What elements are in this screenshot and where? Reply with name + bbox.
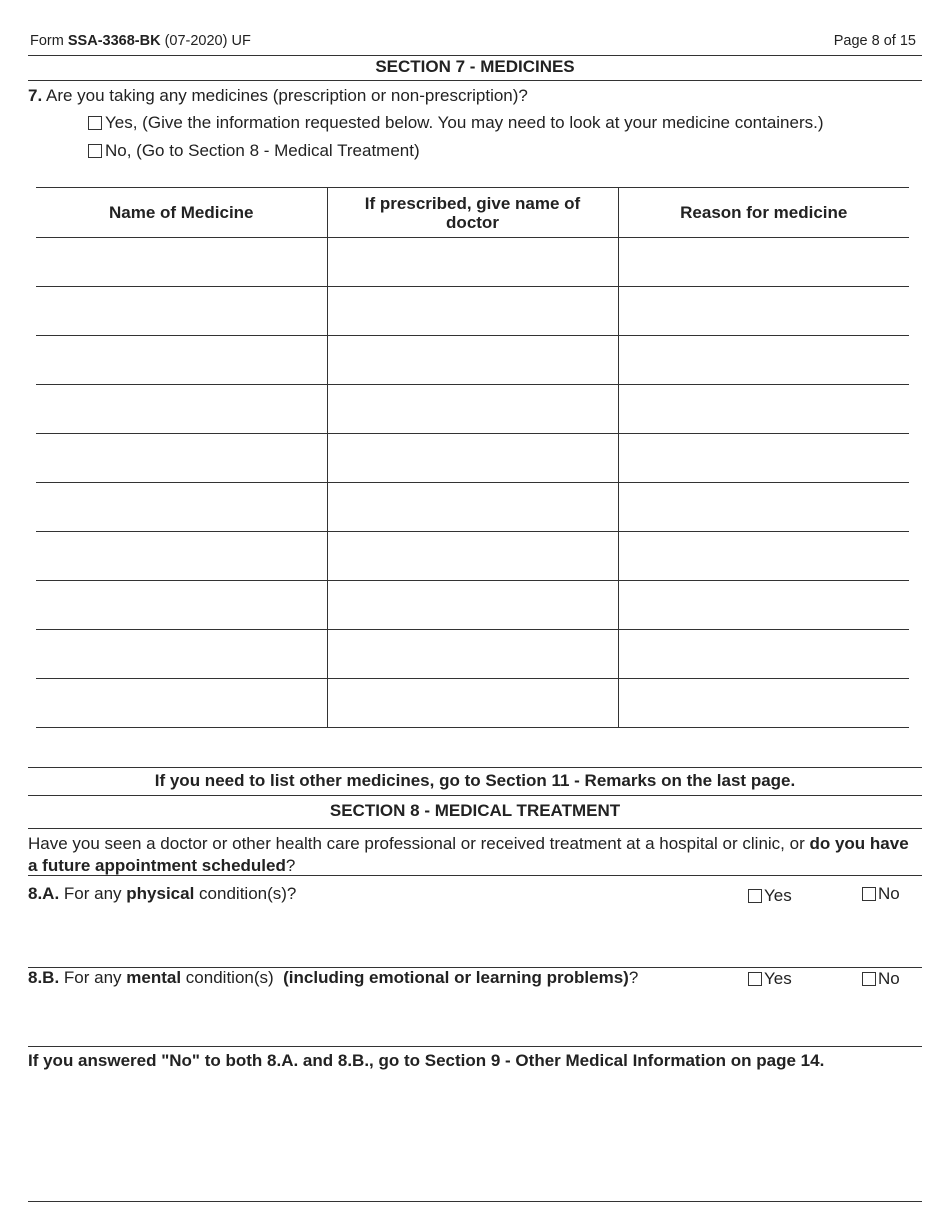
q8b-yes-label: Yes bbox=[764, 969, 792, 988]
column-header-reason: Reason for medicine bbox=[618, 188, 909, 238]
treatment-question-text: Have you seen a doctor or other health care professional or received treatment at a hospital or clinic, or bbox=[28, 834, 810, 853]
doctor-name-input[interactable] bbox=[328, 630, 618, 678]
table-row bbox=[36, 581, 909, 630]
doctor-name-input[interactable] bbox=[328, 679, 618, 727]
treatment-question-emphasis: do you have a future appointment scheduled bbox=[28, 834, 909, 875]
medicine-name-input[interactable] bbox=[36, 434, 327, 482]
q8a-no-option[interactable] bbox=[862, 884, 900, 904]
table-row bbox=[36, 385, 909, 434]
treatment-question-end: ? bbox=[285, 856, 296, 875]
doctor-name-input[interactable] bbox=[328, 287, 618, 335]
reason-input[interactable] bbox=[619, 630, 910, 678]
q8b-yes-checkbox[interactable] bbox=[748, 972, 762, 986]
question-8b-text-mid: condition(s) bbox=[181, 968, 284, 987]
medicine-name-input[interactable] bbox=[36, 385, 327, 433]
section-8-divider bbox=[28, 828, 922, 829]
table-cell bbox=[327, 287, 618, 336]
table-cell bbox=[327, 238, 618, 287]
reason-input[interactable] bbox=[619, 287, 910, 335]
question-8a-text-post: condition(s)? bbox=[194, 884, 297, 903]
table-cell bbox=[36, 385, 327, 434]
doctor-name-input[interactable] bbox=[328, 581, 618, 629]
medicine-name-input[interactable] bbox=[36, 679, 327, 727]
medicine-name-input[interactable] bbox=[36, 336, 327, 384]
table-cell bbox=[36, 238, 327, 287]
q8a-yes-checkbox[interactable] bbox=[748, 889, 762, 903]
reason-input[interactable] bbox=[619, 434, 910, 482]
medicine-name-input[interactable] bbox=[36, 238, 327, 286]
reason-input[interactable] bbox=[619, 581, 910, 629]
table-cell bbox=[36, 287, 327, 336]
table-cell bbox=[36, 679, 327, 728]
table-cell bbox=[618, 385, 909, 434]
medicines-table-header bbox=[36, 188, 909, 238]
question-8a-number: 8.A. bbox=[28, 884, 60, 903]
q8a-yes-option[interactable] bbox=[748, 886, 792, 906]
doctor-name-input[interactable] bbox=[328, 336, 618, 384]
table-row bbox=[36, 336, 909, 385]
doctor-name-input[interactable] bbox=[328, 238, 618, 286]
q7-yes-label: Yes, (Give the information requested below. You may need to look at your medicine containers.) bbox=[105, 113, 824, 132]
divider bbox=[28, 875, 922, 876]
column-header-doctor bbox=[327, 188, 618, 238]
table-cell bbox=[327, 434, 618, 483]
q7-yes-checkbox[interactable] bbox=[88, 116, 102, 130]
table-cell bbox=[36, 630, 327, 679]
section-8-title: SECTION 8 - MEDICAL TREATMENT bbox=[329, 801, 621, 820]
table-cell bbox=[618, 679, 909, 728]
question-8a-text-pre: For any bbox=[63, 884, 127, 903]
q8b-no-option[interactable] bbox=[862, 969, 900, 989]
skip-instruction: If you answered "No" to both 8.A. and 8.B., go to Section 9 - Other Medical Information on page 14. bbox=[28, 1051, 825, 1070]
table-cell bbox=[327, 581, 618, 630]
table-cell bbox=[36, 581, 327, 630]
medicine-name-input[interactable] bbox=[36, 287, 327, 335]
q7-no-checkbox[interactable] bbox=[88, 144, 102, 158]
question-8b-text-post: ? bbox=[628, 968, 639, 987]
table-row bbox=[36, 483, 909, 532]
q8b-yes-option[interactable] bbox=[748, 969, 792, 989]
table-row bbox=[36, 287, 909, 336]
q7-option-no[interactable] bbox=[88, 141, 420, 161]
table-cell bbox=[618, 532, 909, 581]
table-cell bbox=[36, 532, 327, 581]
medicine-name-input[interactable] bbox=[36, 630, 327, 678]
column-header-doctor-label: If prescribed, give name of doctor bbox=[364, 193, 581, 232]
medicine-name-input[interactable] bbox=[36, 483, 327, 531]
table-row bbox=[36, 532, 909, 581]
table-cell bbox=[618, 238, 909, 287]
form-suffix: (07-2020) UF bbox=[164, 33, 251, 49]
table-row bbox=[36, 238, 909, 287]
table-cell bbox=[327, 385, 618, 434]
q7-option-yes[interactable] bbox=[88, 113, 824, 133]
table-cell bbox=[618, 581, 909, 630]
divider bbox=[28, 767, 922, 768]
doctor-name-input[interactable] bbox=[328, 483, 618, 531]
reason-input[interactable] bbox=[619, 532, 910, 580]
section-7-divider bbox=[28, 80, 922, 81]
reason-input[interactable] bbox=[619, 238, 910, 286]
table-cell bbox=[618, 483, 909, 532]
question-8a-emphasis: physical bbox=[126, 884, 195, 903]
divider bbox=[28, 795, 922, 796]
table-cell bbox=[618, 287, 909, 336]
q7-no-label: No, (Go to Section 8 - Medical Treatment) bbox=[105, 141, 420, 160]
table-cell bbox=[327, 336, 618, 385]
question-8b-text-pre: For any bbox=[63, 968, 127, 987]
doctor-name-input[interactable] bbox=[328, 385, 618, 433]
q8a-no-label: No bbox=[878, 884, 900, 903]
header-divider bbox=[28, 55, 922, 56]
table-cell bbox=[327, 483, 618, 532]
q8a-yes-label: Yes bbox=[764, 886, 792, 905]
question-7-text: Are you taking any medicines (prescription or non-prescription)? bbox=[45, 86, 528, 105]
divider bbox=[28, 1046, 922, 1047]
table-cell bbox=[327, 532, 618, 581]
table-cell bbox=[327, 630, 618, 679]
q8a-no-checkbox[interactable] bbox=[862, 887, 876, 901]
question-7-number: 7. bbox=[28, 86, 43, 105]
table-row bbox=[36, 630, 909, 679]
question-8b-number: 8.B. bbox=[28, 968, 60, 987]
footer-divider bbox=[28, 1201, 922, 1202]
doctor-name-input[interactable] bbox=[328, 434, 618, 482]
table-cell bbox=[327, 679, 618, 728]
table-cell bbox=[36, 336, 327, 385]
section-7-title: SECTION 7 - MEDICINES bbox=[375, 57, 575, 76]
other-medicines-note: If you need to list other medicines, go to Section 11 - Remarks on the last page. bbox=[154, 771, 796, 790]
column-header-name: Name of Medicine bbox=[36, 188, 327, 238]
q8b-no-label: No bbox=[878, 969, 900, 988]
question-8a bbox=[28, 884, 296, 904]
table-cell bbox=[618, 336, 909, 385]
q8b-no-checkbox[interactable] bbox=[862, 972, 876, 986]
table-row bbox=[36, 679, 909, 728]
reason-input[interactable] bbox=[619, 483, 910, 531]
form-number: SSA-3368-BK bbox=[67, 33, 161, 49]
treatment-question bbox=[28, 833, 918, 877]
medicine-name-input[interactable] bbox=[36, 532, 327, 580]
reason-input[interactable] bbox=[619, 679, 910, 727]
reason-input[interactable] bbox=[619, 336, 910, 384]
table-cell bbox=[618, 434, 909, 483]
question-8b-emphasis-2: (including emotional or learning problems) bbox=[283, 968, 629, 987]
question-7 bbox=[28, 86, 528, 106]
table-row bbox=[36, 434, 909, 483]
reason-input[interactable] bbox=[619, 385, 910, 433]
question-8b-emphasis: mental bbox=[126, 968, 182, 987]
medicines-table-body bbox=[36, 238, 909, 728]
medicines-table bbox=[36, 187, 909, 728]
table-cell bbox=[618, 630, 909, 679]
table-cell bbox=[36, 434, 327, 483]
page-number: Page 8 of 15 bbox=[833, 33, 916, 49]
doctor-name-input[interactable] bbox=[328, 532, 618, 580]
question-8b bbox=[28, 968, 638, 988]
form-prefix: Form bbox=[30, 33, 64, 49]
table-cell bbox=[36, 483, 327, 532]
form-identifier bbox=[30, 33, 251, 49]
medicine-name-input[interactable] bbox=[36, 581, 327, 629]
